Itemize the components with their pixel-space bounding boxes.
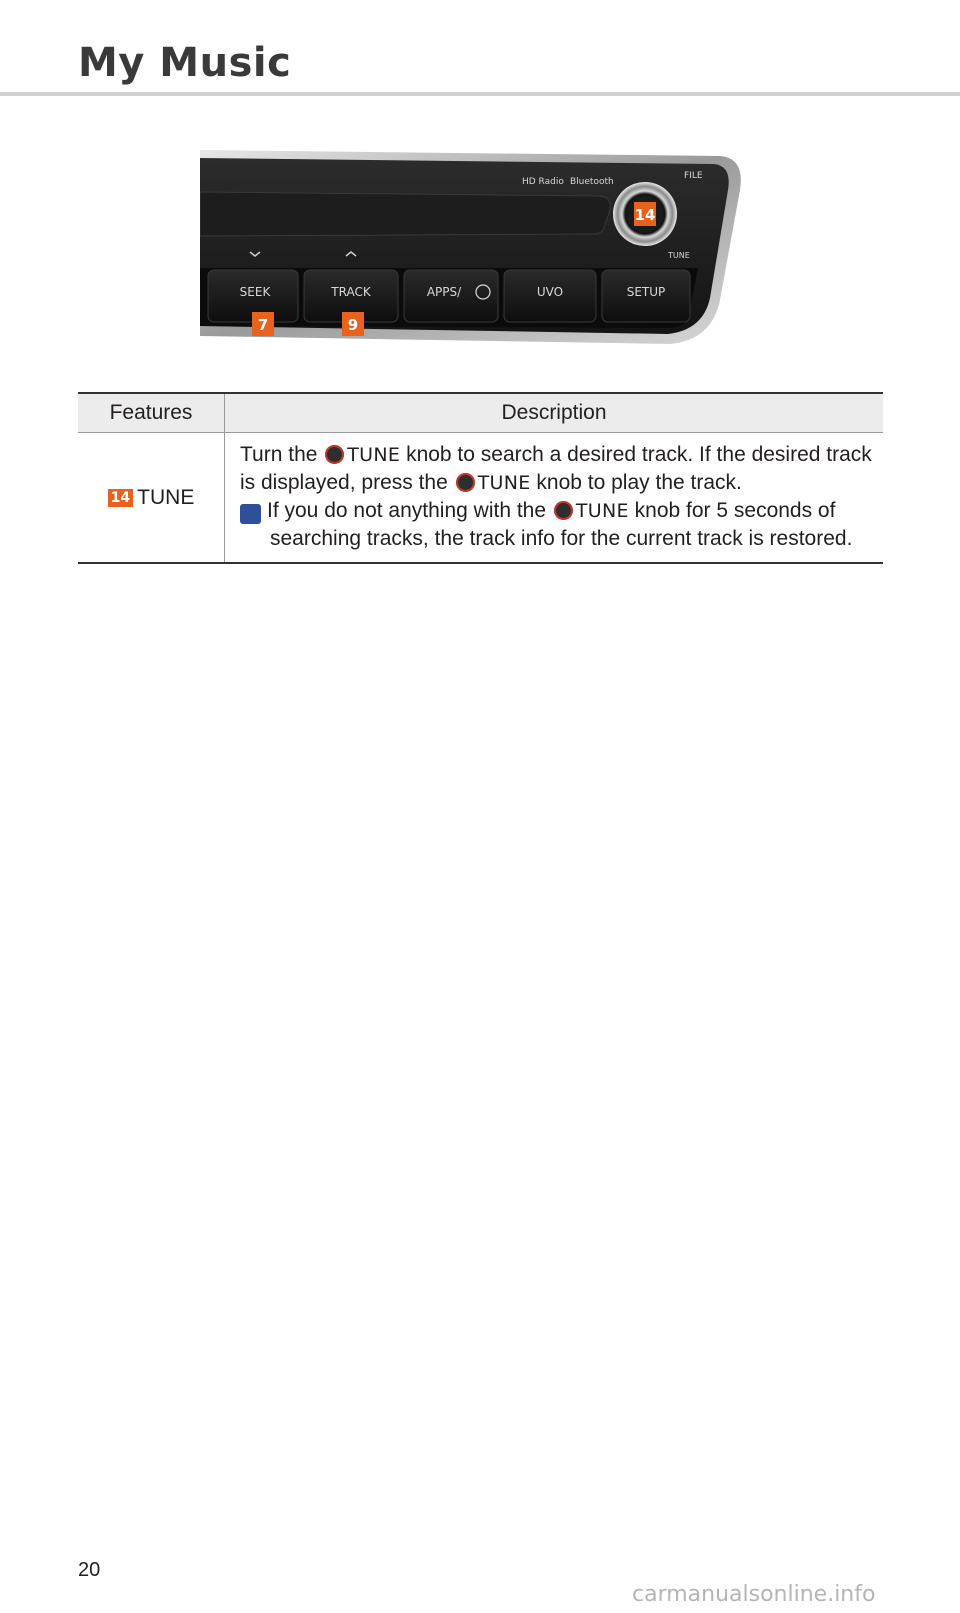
bluetooth-label: Bluetooth — [570, 177, 614, 187]
tune-label: TUNE — [668, 251, 690, 260]
tune-button-name: TUNE — [477, 472, 531, 494]
desc-text-1: Turn the — [240, 443, 318, 466]
info-icon: i — [240, 504, 261, 524]
seek-label: SEEK — [239, 285, 271, 299]
tune-knob-icon — [456, 473, 475, 492]
desc-text-2: knob to search a desired track. If the desired track is displayed, press the — [240, 443, 872, 494]
feature-cell — [78, 433, 225, 564]
title-divider — [0, 92, 960, 96]
note-text-2: knob for 5 seconds of searching tracks, the track info for the current track is restored. — [270, 499, 853, 550]
feature-number-badge: 14 — [108, 489, 133, 507]
disc-slot — [200, 192, 610, 236]
features-table — [78, 392, 883, 564]
callout-track-number: 9 — [347, 316, 359, 334]
head-unit-illustration — [200, 150, 762, 346]
track-label: TRACK — [331, 285, 371, 299]
info-note — [232, 497, 873, 552]
note-text-1: If you do not anything with the — [267, 499, 547, 522]
watermark: carmanualsonline.info — [632, 1582, 876, 1607]
callout-tune-number: 14 — [634, 206, 656, 224]
description-cell — [225, 433, 884, 564]
header-features: Features — [78, 393, 225, 433]
desc-text-3: knob to play the track. — [536, 471, 742, 494]
tune-knob-icon — [325, 445, 344, 464]
tune-button-name: TUNE — [347, 444, 401, 466]
apps-label: APPS/ — [426, 285, 462, 299]
uvo-label: UVO — [536, 285, 564, 299]
page-number: 20 — [78, 1559, 101, 1581]
page-title: My Music — [78, 40, 292, 86]
tune-knob-icon — [554, 501, 573, 520]
callout-seek-number: 7 — [257, 316, 269, 334]
table-row — [78, 433, 883, 564]
file-label: FILE — [684, 171, 703, 181]
table-header-row — [78, 393, 883, 433]
hd-radio-label: HD Radio — [522, 177, 564, 187]
feature-label: TUNE — [137, 485, 195, 509]
setup-label: SETUP — [626, 285, 666, 299]
tune-button-name: TUNE — [575, 500, 629, 522]
header-description: Description — [225, 393, 884, 433]
head-unit-svg — [200, 150, 762, 346]
